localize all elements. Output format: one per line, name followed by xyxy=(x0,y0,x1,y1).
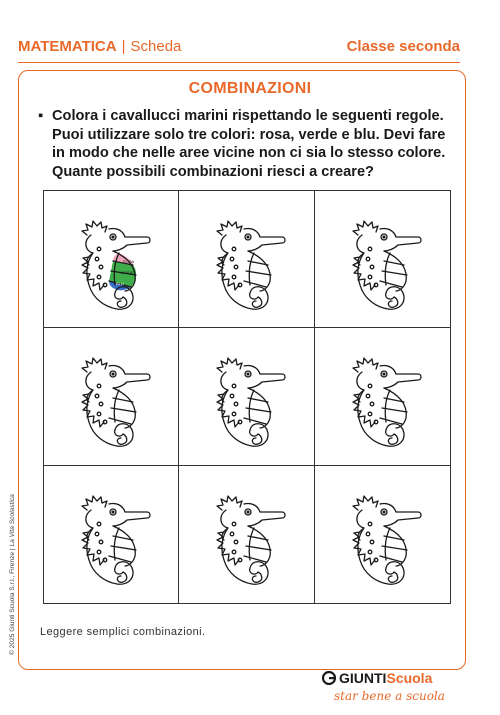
brand-tagline: star bene a scuola xyxy=(334,689,445,703)
brand-name-orange: Scuola xyxy=(386,670,433,686)
header-divider xyxy=(18,62,460,63)
seahorse-drawing xyxy=(65,472,157,596)
instruction-line: Puoi utilizzare solo tre colori: rosa, verde e blu. Devi fare xyxy=(52,126,446,143)
seahorse-grid xyxy=(43,190,451,604)
grade-label: Classe seconda xyxy=(346,38,460,55)
seahorse-example-drawing xyxy=(65,197,157,321)
color-label-pink: ROSA xyxy=(123,259,135,265)
grid-cell[interactable] xyxy=(179,191,314,328)
grid-cell[interactable] xyxy=(179,466,314,603)
grid-cell[interactable] xyxy=(315,191,450,328)
seahorse-drawing xyxy=(200,197,292,321)
page-header xyxy=(18,38,460,60)
worksheet-title: COMBINAZIONI xyxy=(188,80,312,97)
grid-cell[interactable] xyxy=(44,328,179,465)
header-subject xyxy=(18,38,181,55)
subject-label: MATEMATICA xyxy=(18,38,117,55)
color-label-blue: BLU xyxy=(116,281,124,287)
instructions xyxy=(40,107,460,181)
header-separator: | xyxy=(121,38,126,55)
grid-cell[interactable] xyxy=(44,466,179,603)
grid-cell[interactable] xyxy=(315,466,450,603)
grid-cell[interactable] xyxy=(315,328,450,465)
grid-cell[interactable] xyxy=(179,328,314,465)
copyright-text: © 2025 Giunti Scuola S.r.l., Firenze | xyxy=(9,548,16,655)
color-label-green: VERDE xyxy=(120,270,134,276)
magazine-name: La Vita Scolastica xyxy=(9,494,16,547)
copyright-notice xyxy=(9,494,16,655)
seahorse-drawing xyxy=(200,334,292,458)
seahorse-drawing xyxy=(336,334,428,458)
learning-goal: Leggere semplici combinazioni. xyxy=(40,626,206,638)
seahorse-drawing xyxy=(336,472,428,596)
instruction-line: in modo che nelle aree vicine non ci sia lo stesso colore. xyxy=(52,145,446,162)
seahorse-drawing xyxy=(200,472,292,596)
brand-name xyxy=(339,670,432,686)
instruction-line: Colora i cavallucci marini rispettando le seguenti regole. xyxy=(52,108,444,124)
sheet-type-label: Scheda xyxy=(130,38,182,55)
bullet-icon: ▪ xyxy=(38,108,44,124)
seahorse-drawing xyxy=(65,334,157,458)
instruction-line: Quante possibili combinazioni riesci a creare? xyxy=(52,163,374,180)
grid-cell-example[interactable] xyxy=(44,191,179,328)
publisher-logo xyxy=(322,670,452,710)
seahorse-drawing xyxy=(336,197,428,321)
brand-name-black: GIUNTI xyxy=(339,670,387,686)
giunti-logo-icon xyxy=(322,671,336,685)
